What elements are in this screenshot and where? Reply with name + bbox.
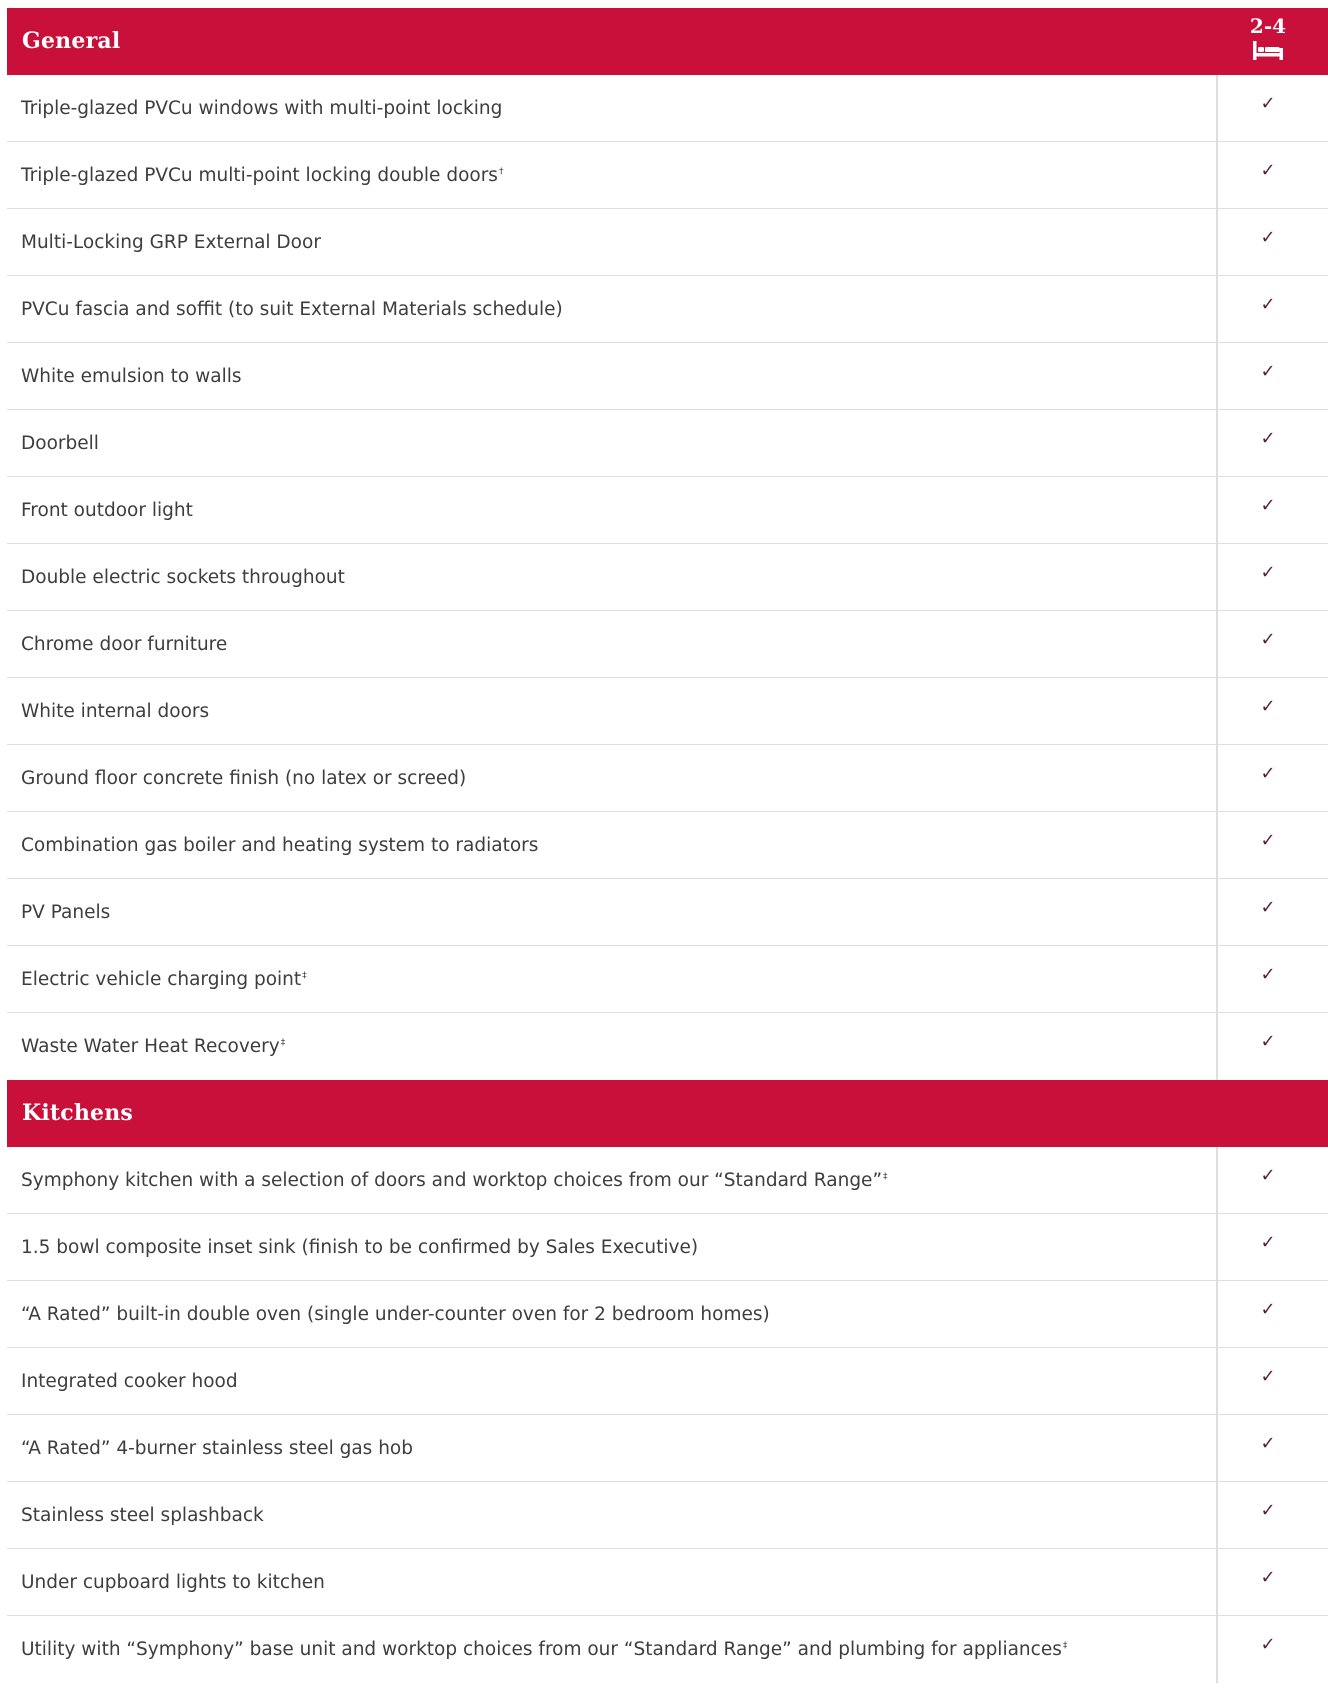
checkmark-icon: ✓ [1260, 361, 1276, 382]
column-divider [1216, 1147, 1218, 1213]
checkmark-icon: ✓ [1260, 495, 1276, 516]
column-divider [1216, 812, 1218, 878]
checkmark-icon: ✓ [1260, 763, 1276, 784]
column-divider [1216, 946, 1218, 1012]
footnote-mark: ‡ [883, 1171, 888, 1182]
feature-label: Integrated cooker hood [21, 1371, 238, 1392]
feature-label: Triple-glazed PVCu windows with multi-point locking [21, 98, 503, 119]
checkmark-icon: ✓ [1260, 1366, 1276, 1387]
checkmark-icon: ✓ [1260, 1433, 1276, 1454]
section-title: General [22, 28, 121, 54]
column-divider [1216, 1348, 1218, 1414]
column-divider [1216, 1549, 1218, 1615]
table-row [7, 1616, 1328, 1683]
checkmark-icon: ✓ [1260, 562, 1276, 583]
column-divider [1216, 745, 1218, 811]
checkmark-icon: ✓ [1260, 830, 1276, 851]
feature-label: Utility with “Symphony” base unit and worktop choices from our “Standard Range” and plumbing for appliances‡ [21, 1639, 1068, 1660]
column-divider [1216, 276, 1218, 342]
footnote-mark: ‡ [1062, 1640, 1068, 1651]
feature-label: White emulsion to walls [21, 366, 242, 387]
checkmark-icon: ✓ [1260, 227, 1276, 248]
checkmark-icon: ✓ [1260, 428, 1276, 449]
feature-label: Waste Water Heat Recovery‡ [21, 1036, 286, 1057]
table-row [7, 343, 1328, 410]
feature-label: Ground floor concrete finish (no latex or screed) [21, 768, 467, 789]
feature-label: Symphony kitchen with a selection of doors and worktop choices from our “Standard Range”‡ [21, 1170, 888, 1191]
feature-label: PV Panels [21, 902, 111, 923]
checkmark-icon: ✓ [1260, 1165, 1276, 1186]
column-divider [1216, 410, 1218, 476]
checkmark-icon: ✓ [1260, 897, 1276, 918]
feature-label: Double electric sockets throughout [21, 567, 345, 588]
table-row [7, 745, 1328, 812]
footnote-mark: † [498, 166, 504, 177]
feature-label: White internal doors [21, 701, 210, 722]
checkmark-icon: ✓ [1260, 1567, 1276, 1588]
table-row [7, 75, 1328, 142]
bed-icon [1251, 39, 1285, 61]
table-row [7, 1214, 1328, 1281]
footnote-mark: ‡ [280, 1037, 286, 1048]
column-divider [1216, 75, 1218, 141]
feature-label: Doorbell [21, 433, 99, 454]
column-divider [1216, 343, 1218, 409]
column-divider [1216, 678, 1218, 744]
table-row [7, 209, 1328, 276]
table-row [7, 410, 1328, 477]
checkmark-icon: ✓ [1260, 93, 1276, 114]
section-header-general [7, 8, 1328, 75]
checkmark-icon: ✓ [1260, 1500, 1276, 1521]
table-row [7, 142, 1328, 209]
feature-label: Electric vehicle charging point‡ [21, 969, 307, 990]
checkmark-icon: ✓ [1260, 1232, 1276, 1253]
table-row [7, 946, 1328, 1013]
column-divider [1216, 544, 1218, 610]
table-row [7, 1482, 1328, 1549]
checkmark-icon: ✓ [1260, 696, 1276, 717]
column-divider [1216, 142, 1218, 208]
table-row [7, 544, 1328, 611]
section-header-kitchens [7, 1080, 1328, 1147]
column-divider [1216, 1415, 1218, 1481]
checkmark-icon: ✓ [1260, 629, 1276, 650]
feature-label: “A Rated” built-in double oven (single under-counter oven for 2 bedroom homes) [21, 1304, 770, 1325]
table-row [7, 611, 1328, 678]
feature-label: Combination gas boiler and heating system to radiators [21, 835, 539, 856]
table-row [7, 1281, 1328, 1348]
feature-label: PVCu fascia and soffit (to suit External Materials schedule) [21, 299, 563, 320]
column-divider [1216, 1281, 1218, 1347]
table-row [7, 1549, 1328, 1616]
checkmark-icon: ✓ [1260, 1031, 1276, 1052]
table-row [7, 1013, 1328, 1080]
feature-label: Triple-glazed PVCu multi-point locking double doors† [21, 165, 504, 186]
column-divider [1216, 879, 1218, 945]
table-row [7, 812, 1328, 879]
bedroom-range-badge [1241, 15, 1295, 71]
table-row [7, 678, 1328, 745]
column-divider [1216, 1616, 1218, 1683]
column-divider [1216, 209, 1218, 275]
column-divider [1216, 477, 1218, 543]
column-divider [1216, 1214, 1218, 1280]
column-divider [1216, 611, 1218, 677]
table-row [7, 1147, 1328, 1214]
feature-label: Front outdoor light [21, 500, 193, 521]
feature-label: 1.5 bowl composite inset sink (finish to be confirmed by Sales Executive) [21, 1237, 699, 1258]
section-title: Kitchens [22, 1100, 134, 1126]
checkmark-icon: ✓ [1260, 160, 1276, 181]
feature-label: Chrome door furniture [21, 634, 228, 655]
table-row [7, 477, 1328, 544]
column-divider [1216, 1482, 1218, 1548]
table-row [7, 1415, 1328, 1482]
feature-label: Under cupboard lights to kitchen [21, 1572, 325, 1593]
specification-table [7, 8, 1328, 1683]
checkmark-icon: ✓ [1260, 1299, 1276, 1320]
feature-label: “A Rated” 4-burner stainless steel gas hob [21, 1438, 413, 1459]
feature-label: Multi-Locking GRP External Door [21, 232, 321, 253]
checkmark-icon: ✓ [1260, 294, 1276, 315]
checkmark-icon: ✓ [1260, 964, 1276, 985]
table-row [7, 879, 1328, 946]
bedroom-range-label: 2-4 [1249, 14, 1287, 38]
feature-label: Stainless steel splashback [21, 1505, 264, 1526]
table-row [7, 1348, 1328, 1415]
footnote-mark: ‡ [302, 970, 307, 981]
column-divider [1216, 1013, 1218, 1080]
table-row [7, 276, 1328, 343]
checkmark-icon: ✓ [1260, 1634, 1276, 1655]
